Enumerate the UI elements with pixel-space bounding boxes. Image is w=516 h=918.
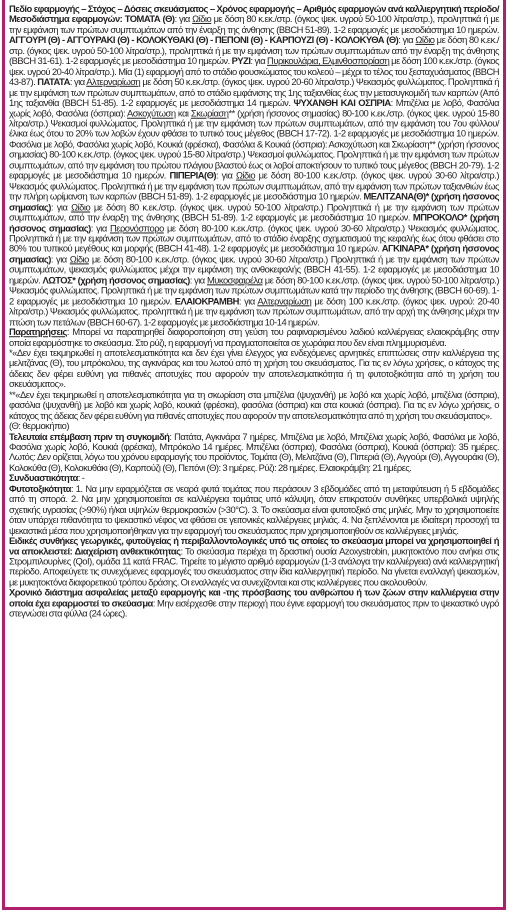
crops-text-segment: με δόση 100 κ.εκ./στρ. (όγκος ψεκ. υγρού: 20-40 λίτρα/στρ.) Ψεκασμός φυλλώματος. προληπτικά ή με την εμφάνιση των πρώτων συμπτωμάτων, από την αρχή της άνθησης μέχρι την πτώση των πετάλων (BBCH 60-67). 1-2 εφαρμογές με μεσοδιάστημα 10-14 ημερών. bbox=[9, 295, 499, 327]
special-text-segment: : Το σκεύασμα περιέχει τη δραστική ουσία Azoxystrobin, μυκητοκτόνο που ανήκει στις Στρομπιλουρίνες (QoI), ομάδα 11 κατά FRAC. Τηρείτε το μέγιστο αριθμό εφαρμογών (1-3 ανάλογα την καλλιέργεια) ανά καλλιεργητική περίοδο. Αποφεύγετε τις συνεχόμενες εφαρμογές του σκευάσματος στην ίδια καλλιεργητική περίοδο. Να γίνεται εναλλαγή ψεκασμών, με μυκητοκτόνα διαφορετικού τρόπου δράσης. Οι εναλλαγές να συνεχίζονται και στις καλλιέργειες που ακολουθούν. bbox=[9, 545, 499, 588]
crops-text-segment: : για bbox=[238, 295, 258, 306]
paragraph-note2 bbox=[9, 390, 499, 421]
crops-text-segment: με δόση 80-100 κ.εκ./στρ. (όγκος ψεκ. υγρού 30-60 λίτρα/στρ.) Ψεκασμός φυλλώματος. Προληπτικά ή με την εμφάνιση των πρώτων συμπτωμάτων, από το στάδιο έναρξης σχηματισμού της κεφαλής έως ότου φθάσει στο 80% του τυπικού μεγέθους και μορφής (BBCH 41-48). 1-2 εφαρμογές με μεσοδιάστημα 10 ημερών. bbox=[9, 222, 500, 254]
phyto-text-segment: : 1. Να μην εφαρμόζεται σε νεαρά φυτά τομάτας που περάσουν 3 εβδομάδες από τη μεταφύτευση ή 5 εβδομάδες από τη σπορά. 2. Να μην χρησιμοποιείται σε καλλιέργεια τομάτας υπό κάλυψη, όταν επικρατούν συνθήκες υπερβολικά υψηλής σχετικής υγρασίας (>90%) ή/και υψηλών θερμοκρασιών (>30°C). 3. Το σκεύασμα είναι φυτοτοξικό στις μηλιές. Μην το χρησιμοποιείτε όταν υπάρχει πιθανότητα το ψεκαστικό νέφος να φθάσει σε γειτονικές καλλιέργειες μηλιάς. 4. Να ξεπλένονται με ιδιαίτερη προσοχή τα ψεκαστικά μέσα που χρησιμοποιήθηκαν για την εφαρμογή του σκευάσματος πριν χρησιμοποιηθούν σε καλλιέργειες μηλιάς. bbox=[9, 482, 499, 536]
crops-text-segment: Μυκοσφαιρέλα bbox=[206, 274, 263, 286]
crops-text-segment: : για bbox=[50, 201, 72, 213]
crops-text-segment: ** (χρήση ήσσονος σημασίας) 80-100 κ.εκ./στρ. (όγκος ψεκ. υγρού 15-80 λίτρα/στρ.) Ψεκασμοί φυλλώματος. Προληπτικά ή με την εμφάνιση των πρώτων συμπτωμάτων, από την εμφάνιση του 7ου φύλλου/έλικα έως ότου το 20% των λοβών έχουν φθάσει το τυπικό τους μέγεθος (BBCH 17-72). 1-2 εφαρμογές με μεσοδιάστημα 10 ημερών. Φασόλια με λοβό, Φασόλια χωρίς λοβό, Κουκιά (φρέσκα), Φασόλια & Κουκιά (όσπρια): Ασκοχύτωση και Σκωρίαση** (χρήση ήσσονος σημασίας) 80-100 κ.εκ./στρ. (όγκος ψεκ. υγρού 15-80 λίτρα/στρ.) Ψεκασμοί φυλλώματος. Προληπτικά ή με την εμφάνιση των πρώτων συμπτωμάτων, από την εμφάνιση του πρώτου πλάγιου βλαστού έως οι λοβοί αποκτήσουν το τυπικό τους μέγεθος (BBCH 20-79). 1-2 εφαρμογές με μεσοδιάστημα 10 ημερών. bbox=[9, 107, 499, 181]
crops-text-segment: με δόση 50 κ.εκ./στρ. (όγκος ψεκ. υγρού 20-60 λίτρα/στρ.) Ψεκασμός φυλλώματος. Προληπτικά ή με την εμφάνιση των πρώτων συμπτωμάτων, από το στάδιο εμφάνισης της 1ης ταξιανθίας έως την μετασυγκομιδή των καρπών (Από 1ης ταξιανθία (BBCH 51-85). 1-2 εφαρμογές με μεσοδιάστημα 14 ημερών. bbox=[9, 76, 499, 108]
crops-text-segment: Πυρικουλάρια, Ελμινθοσπορίαση bbox=[267, 55, 390, 67]
crops-text-segment: με δόση 100 κ.εκ./στρ. (όγκος ψεκ. υγρού 20-40 λίτρα/στρ.). Μία (1) εφαρμογή από το στάδιο φουσκώματος του κολεού – μέχρι το τέλος του ξεσταχυάσματος (BBCH 43-87). bbox=[9, 55, 499, 87]
paragraph-phyto bbox=[9, 484, 499, 536]
note1-text-segment: *«Δεν έχει τεκμηριωθεί η αποτελεσματικότητα και δεν έχει γίνει έλεγχος για ενδεχόμενες αρνητικές επιπτώσεις στην καλλιέργεια της μελιτζάνας (Θ), του μπρόκολου, της αγκινάρας και του λωτού από τη χρήση του σκευάσματος. Για τις εν λόγω χρήσεις, ο κάτοχος της άδειας δεν φέρει ευθύνη για πιθανές αποτυχίες που αφορούν την αποτελεσματικότητα ή τη φυτοτοξικότητα από τη χρήση του σκευάσματος». bbox=[9, 347, 499, 390]
paragraph-remarks bbox=[9, 327, 499, 348]
crops-text-segment: Αλτερναρίωση bbox=[86, 76, 141, 87]
note2-text-segment: **«Δεν έχει τεκμηριωθεί η αποτελεσματικότητα για τη σκωρίαση στα μπιζέλια (ψυχανθή) με λοβό και χωρίς λοβό, μπιζέλια (όσπρια), φασόλια (ψυχανθή) με λοβό και χωρίς λοβό, κουκιά (φρέσκα), φασόλια (όσπρια) και στα κουκιά (όσπρια). Για τις εν λόγω χρήσεις, ο κάτοχος της άδειας δεν φέρει ευθύνη για πιθανές αποτυχίες που αφορούν την αποτελεσματικότητα από τη χρήση του σκευάσματος». bbox=[9, 388, 499, 421]
paragraph-reentry bbox=[9, 588, 499, 619]
reentry-text-segment: Χρονικό διάστημα ασφαλείας μεταξύ εφαρμογής και -της πρόσβασης του ανθρώπου ή των ζώων στην καλλιέργεια στην οποία έχει εφαρμοστεί το σκεύασμα bbox=[9, 587, 499, 609]
special-text-segment: Ειδικές συνθήκες γεωργικές, φυτοϋγείας ή περιβαλλοντολογικές υπό τις οποίες το σκεύασμα μπορεί να χρησιμοποιηθεί ή να αποκλειστεί: Διαχείριση ανθεκτικότητας bbox=[9, 534, 499, 557]
crops-text-segment: ΜΠΡΟΚΟΛΟ* (χρήση ήσσονος σημασίας) bbox=[9, 211, 500, 233]
paragraph-note1 bbox=[9, 348, 499, 390]
crops-text-segment: Αλτερναρίωση bbox=[257, 295, 312, 306]
crops-text-segment: και bbox=[175, 107, 191, 119]
remarks-text-segment: : Μπορεί να παρατηρηθεί διαφοροποίηση στη γεύση του ραφιναρισμένου λαδιού καλλιέργειας ελαιοκράμβης στην οποία εφαρμόστηκε το σκεύασμα. Στο ρύζι, η εφαρμογή να πραγματοποιείται σε χωράφια που δεν είναι πλημμυρισμένα. bbox=[9, 326, 499, 348]
paragraph-crops bbox=[9, 4, 499, 327]
crops-text-segment: ΜΕΛΙΤΖΑΝΑ(Θ)* (χρήση ήσσονος σημασίας) bbox=[9, 190, 499, 213]
crops-text-segment: Σκωρίαση bbox=[190, 107, 229, 119]
crops-text-segment: : Μπιζέλια με λοβό, Φασόλια χωρίς λοβό, Φασόλια (όσπρια): bbox=[9, 96, 500, 119]
crops-text-segment: Ωίδιο bbox=[69, 253, 89, 265]
reentry-text-segment: : Μην εισέρχεσθε στην περιοχή που έγινε εφαρμογή του σκευάσματος πριν το ψεκαστικό υγρό στεγνώσει στα φύλλα (24 ώρες). bbox=[9, 597, 499, 619]
label-text-block bbox=[9, 4, 499, 619]
crops-text-segment: Ωίδιο bbox=[192, 13, 212, 25]
crops-text-segment: Ωίδιο bbox=[71, 201, 91, 213]
crops-text-segment: Περονόσπορο bbox=[110, 222, 164, 233]
crops-text-segment: : για bbox=[216, 169, 236, 181]
crops-text-segment: : για bbox=[174, 13, 193, 25]
crops-text-segment: Πεδίο εφαρμογής – Στόχος – Δόσεις σκευάσματος – Χρόνος εφαρμογής – Αριθμός εφαρμογών ανά καλλιεργητική περίοδο/Μεσοδιάστημα εφαρμογών: ΤΟΜΑΤΑ (Θ) bbox=[9, 3, 499, 25]
crops-text-segment: με δόση 80 κ.εκ./στρ. (όγκος ψεκ. υγρού 50-100 λίτρα/στρ.), προληπτικά ή με την εμφάνιση των πρώτων συμπτωμάτων από την έναρξη της άνθησης (BBCH 31-61). 1-2 εφαρμογές με μεσοδιάστημα 10 ημερών. bbox=[9, 34, 499, 67]
paragraph-special bbox=[9, 536, 499, 588]
crops-text-segment: ΨΥΧΑΝΘΗ ΚΑΙ ΟΣΠΡΙΑ bbox=[293, 96, 391, 108]
compat-text-segment: Συνδυαστικότητα bbox=[9, 472, 78, 484]
crops-text-segment: : για bbox=[69, 76, 87, 87]
crops-text-segment: με δόση 80-100 κ.εκ./στρ. (όγκος ψεκ. υγρού 50-100 λίτρα/στρ.) Ψεκασμός φυλλώματος. Προληπτικά ή με την εμφάνιση των πρώτων συμπτωμάτων κατά την περίοδο της άνθησης (BBCH 60-69). 1-2 εφαρμογές με μεσοδιάστημα 10 ημερών. bbox=[9, 274, 500, 306]
crops-text-segment: ΑΓΚΙΝΑΡΑ* (χρήση ήσσονος σημασίας) bbox=[9, 242, 499, 265]
crops-text-segment: με δόση 80 κ.εκ./στρ. (όγκος ψεκ. υγρού 50-100 λίτρα/στρ.) Προληπτικά ή με την εμφάνιση των πρώτων συμπτωμάτων, από την έναρξη της άνθησης (BBCH 51-89). 1-2 εφαρμογές με μεσοδιάστημα 10 ημερών. bbox=[9, 201, 499, 223]
crops-text-segment: ΑΓΓΟΥΡΙ (Θ) - ΑΓΓΟΥΡΑΚΙ (Θ) - ΚΟΛΟΚΥΘΑΚΙ (Θ) - ΠΕΠΟΝΙ (Θ) - ΚΑΡΠΟΥΖΙ (Θ) - ΚΟΛΟΚΥΘΑ (Θ) bbox=[9, 34, 399, 46]
remarks-text-segment: Παρατηρήσεις bbox=[9, 326, 67, 338]
phi-text-segment: Τελευταία επέμβαση πριν τη συγκομιδή bbox=[9, 430, 170, 442]
crops-text-segment: Ωίδιο bbox=[415, 34, 435, 46]
phyto-text-segment: Φυτοτοξικότητα bbox=[9, 482, 71, 494]
crops-text-segment: : για bbox=[398, 34, 416, 46]
crops-text-segment: : για bbox=[250, 55, 268, 67]
greenhouse-text-segment: (Θ: θερμοκήπιο) bbox=[9, 420, 69, 432]
crops-text-segment: ΡΥΖΙ bbox=[231, 55, 251, 67]
crops-text-segment: Ωίδιο bbox=[235, 169, 256, 181]
crops-text-segment: με δόση 80 κ.εκ./στρ. (όγκος ψεκ. υγρού 50-100 λίτρα/στρ.), προληπτικά ή με την εμφάνιση των πρώτων συμπτωμάτων από την έναρξη της άνθησης (BBCH 51-89). 1-2 εφαρμογές με μεσοδιάστημα 10 ημερών. bbox=[9, 13, 499, 35]
crops-text-segment: : για bbox=[189, 274, 207, 286]
crops-text-segment: με δόση 80-100 κ.εκ./στρ. (όγκος ψεκ. υγρού 30-60 λίτρα/στρ.) Προληπτικά ή με την εμφάνιση των πρώτων συμπτωμάτων, ψεκασμός φυλλώματος μέχρι την εμφάνιση της ανθοκεφαλής (BBCH 41-55). 1-2 εφαρμογές με μεσοδιάστημα 10 ημερών. bbox=[9, 253, 499, 286]
crops-text-segment: ΠΙΠΕΡΙΑ(Θ) bbox=[169, 169, 216, 181]
crops-text-segment: ΕΛΑΙΟΚΡΑΜΒΗ bbox=[174, 295, 239, 306]
crops-text-segment: : για bbox=[50, 253, 70, 265]
crops-text-segment: ΠΑΤΑΤΑ bbox=[37, 76, 70, 87]
crops-text-segment: με δόση 80-100 κ.εκ./στρ. (όγκος ψεκ. υγρού 30-60 λίτρα/στρ.) Ψεκασμός φυλλώματος. Προληπτικά ή με την εμφάνιση των πρώτων συμπτωμάτων, από την εμφάνιση των πρώτων ταξιανθιών έως την πλήρη ωρίμανση των καρπών (BBCH 51-89). 1-2 εφαρμογές με μεσοδιάστημα 10 ημερών. bbox=[9, 169, 499, 202]
crops-text-segment: : για bbox=[90, 222, 110, 233]
crops-text-segment: Ασκοχύτωση bbox=[127, 107, 176, 119]
phi-text-segment: : Πατάτα, Αγκινάρα 7 ημέρες. Μπιζέλια με λοβό, Μπιζέλια χωρίς λοβό, Φασόλια με λοβό, Φασόλια χωρίς λοβό, Κουκιά (φρέσκα), Μπρόκολο 14 ημέρες. Μπιζέλια (όσπρια), Φασόλια (όσπρια), Κουκιά (όσπρια): 35 ημέρες. Λωτός: Δεν ορίζεται, λόγω του χρόνου εφαρμογής του προϊόντος. Τομάτα (Θ), Μελιτζάνα (Θ), Πιπεριά (Θ), Αγγούρι (Θ), Αγγουράκι (Θ), Κολοκύθα (Θ), Κολοκυθάκι (Θ), Καρπούζι (Θ), Πεπόνι (Θ): 3 ημέρες. Ρύζι: 28 ημέρες. Ελαιοκράμβη: 21 ημέρες. bbox=[9, 430, 499, 473]
compat-text-segment: : - bbox=[77, 472, 85, 484]
paragraph-phi bbox=[9, 432, 499, 474]
crops-text-segment: ΛΩΤΟΣ* (χρήση ήσσονος σημασίας) bbox=[42, 274, 190, 286]
